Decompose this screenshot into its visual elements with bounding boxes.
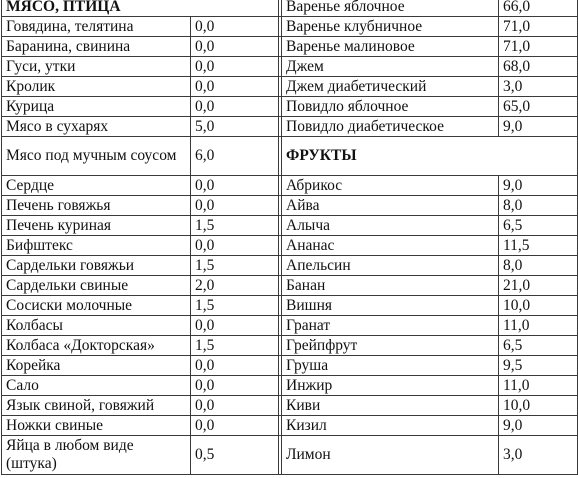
left-item-name: Сосиски молочные [2, 296, 191, 316]
table-row [2, 276, 578, 296]
left-item-name: Яйца в любом виде (штука) [2, 436, 191, 475]
table-row [2, 117, 578, 137]
right-item-name: Груша [282, 356, 499, 376]
right-item-value: 68,0 [499, 57, 578, 77]
left-item-name: Корейка [2, 356, 191, 376]
right-item-value: 9,0 [499, 117, 578, 137]
table-row [2, 17, 578, 37]
table-row [2, 356, 578, 376]
right-item-name: Лимон [282, 436, 499, 475]
left-item-name: Ножки свиные [2, 416, 191, 436]
right-item-value: 9,0 [499, 416, 578, 436]
left-item-name: Говядина, телятина [2, 17, 191, 37]
right-item-name: Ананас [282, 236, 499, 256]
left-item-value: 0,0 [191, 196, 279, 216]
right-item-name: Джем диабетический [282, 77, 499, 97]
left-item-value: 0,0 [191, 57, 279, 77]
left-item-value: 0,0 [191, 17, 279, 37]
left-item-name: Баранина, свинина [2, 37, 191, 57]
table-row [2, 256, 578, 276]
right-item-name: Варенье клубничное [282, 17, 499, 37]
table-row [2, 316, 578, 336]
right-item-value: 10,0 [499, 296, 578, 316]
table-row [2, 97, 578, 117]
left-item-name: Сардельки свиные [2, 276, 191, 296]
table-row [2, 436, 578, 475]
right-item-value: 8,0 [499, 256, 578, 276]
right-item-name: Абрикос [282, 176, 499, 196]
table-row [2, 77, 578, 97]
left-item-name: Мясо под мучным соусом [2, 137, 191, 176]
table-row [2, 376, 578, 396]
right-item-name: Вишня [282, 296, 499, 316]
left-item-value: 6,0 [191, 137, 279, 176]
table-row [2, 0, 578, 17]
left-item-name: Курица [2, 97, 191, 117]
right-item-name: Банан [282, 276, 499, 296]
right-item-name: Алыча [282, 216, 499, 236]
left-item-value: 2,0 [191, 276, 279, 296]
right-item-value: 65,0 [499, 97, 578, 117]
right-item-value: 3,0 [499, 436, 578, 475]
right-item-value: 8,0 [499, 196, 578, 216]
left-item-value: 0,5 [191, 436, 279, 475]
left-item-value: 0,0 [191, 316, 279, 336]
right-item-name: Повидло диабетическое [282, 117, 499, 137]
table-row [2, 396, 578, 416]
left-item-value: 0,0 [191, 37, 279, 57]
right-item-value: 9,5 [499, 356, 578, 376]
table-row [2, 216, 578, 236]
right-item-value: 71,0 [499, 17, 578, 37]
right-item-value: 21,0 [499, 276, 578, 296]
left-item-value: 0,0 [191, 396, 279, 416]
left-item-name: Язык свиной, говяжий [2, 396, 191, 416]
right-item-name: Варенье малиновое [282, 37, 499, 57]
left-item-name: Сало [2, 376, 191, 396]
right-item-value: 66,0 [499, 0, 578, 17]
left-item-value: 1,5 [191, 296, 279, 316]
table-row [2, 236, 578, 256]
left-item-name: Гуси, утки [2, 57, 191, 77]
table-row [2, 296, 578, 316]
table-row [2, 196, 578, 216]
right-item-name: Гранат [282, 316, 499, 336]
left-item-name: Сардельки говяжьи [2, 256, 191, 276]
right-item-name: Айва [282, 196, 499, 216]
right-item-name: Джем [282, 57, 499, 77]
section-heading-meat: МЯСО, ПТИЦА [2, 0, 279, 17]
table-row [2, 37, 578, 57]
left-item-value: 1,5 [191, 216, 279, 236]
right-item-name: Варенье яблочное [282, 0, 499, 17]
right-item-value: 11,0 [499, 376, 578, 396]
table-row [2, 416, 578, 436]
right-item-value: 6,5 [499, 336, 578, 356]
right-item-name: Киви [282, 396, 499, 416]
right-item-value: 11,5 [499, 236, 578, 256]
section-heading-fruits: ФРУКТЫ [282, 137, 578, 176]
table-row [2, 176, 578, 196]
left-item-value: 0,0 [191, 176, 279, 196]
left-item-value: 1,5 [191, 256, 279, 276]
left-item-value: 1,5 [191, 336, 279, 356]
right-item-name: Кизил [282, 416, 499, 436]
left-item-name: Колбасы [2, 316, 191, 336]
left-item-name: Бифштекс [2, 236, 191, 256]
right-item-name: Повидло яблочное [282, 97, 499, 117]
right-item-name: Апельсин [282, 256, 499, 276]
left-item-value: 0,0 [191, 356, 279, 376]
right-item-value: 3,0 [499, 77, 578, 97]
left-item-name: Кролик [2, 77, 191, 97]
table-row [2, 336, 578, 356]
left-item-name: Сердце [2, 176, 191, 196]
table-row [2, 57, 578, 77]
left-item-name: Мясо в сухарях [2, 117, 191, 137]
left-item-value: 0,0 [191, 376, 279, 396]
right-item-value: 10,0 [499, 396, 578, 416]
right-item-value: 9,0 [499, 176, 578, 196]
carb-content-table [1, 0, 578, 475]
right-item-name: Инжир [282, 376, 499, 396]
left-item-value: 0,0 [191, 236, 279, 256]
left-item-name: Колбаса «Докторская» [2, 336, 191, 356]
right-item-value: 6,5 [499, 216, 578, 236]
left-item-value: 0,0 [191, 77, 279, 97]
right-item-value: 11,0 [499, 316, 578, 336]
left-item-value: 0,0 [191, 416, 279, 436]
right-item-value: 71,0 [499, 37, 578, 57]
left-item-value: 5,0 [191, 117, 279, 137]
left-item-name: Печень говяжья [2, 196, 191, 216]
left-item-name: Печень куриная [2, 216, 191, 236]
table-row [2, 137, 578, 176]
right-item-name: Грейпфрут [282, 336, 499, 356]
left-item-value: 0,0 [191, 97, 279, 117]
